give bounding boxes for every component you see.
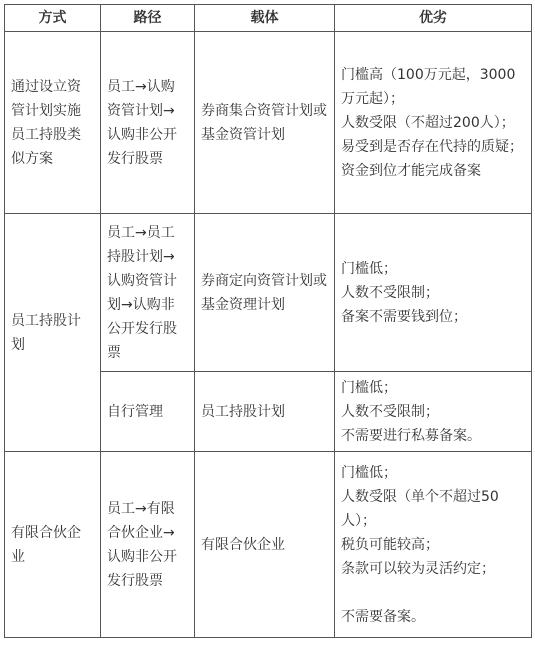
pros-cons-item: 人数受限（单个不超过50人）； xyxy=(341,488,499,529)
pros-cons-item: 人数受限（不超过200人）； xyxy=(341,114,515,131)
pros-cons-item: 税负可能较高； xyxy=(341,536,439,553)
pros-cons-item: 门槛高（100万元起，3000万元起）； xyxy=(341,66,516,107)
pros-cons-item: 资金到位才能完成备案 xyxy=(341,162,481,179)
carrier-cell: 券商集合资管计划或基金资管计划 xyxy=(195,32,335,214)
path-cell: 员工→有限合伙企业→认购非公开发行股票 xyxy=(101,452,195,638)
carrier-cell: 有限合伙企业 xyxy=(195,452,335,638)
pros-cons-cell xyxy=(335,452,532,638)
carrier-cell: 券商定向资管计划或基金资理计划 xyxy=(195,214,335,372)
method-cell: 有限合伙企业 xyxy=(5,452,101,638)
header-method: 方式 xyxy=(5,5,101,32)
pros-cons-item: 条款可以较为灵活约定； xyxy=(341,560,495,577)
pros-cons-item: 人数不受限制； xyxy=(341,403,439,420)
comparison-table xyxy=(4,4,532,638)
table-row xyxy=(5,452,532,638)
header-row xyxy=(5,5,532,32)
pros-cons-item: 门槛低； xyxy=(341,379,397,396)
carrier-cell: 员工持股计划 xyxy=(195,372,335,452)
pros-cons-cell xyxy=(335,372,532,452)
header-carrier: 载体 xyxy=(195,5,335,32)
pros-cons-item: 门槛低； xyxy=(341,260,397,277)
path-cell: 员工→认购资管计划→认购非公开发行股票 xyxy=(101,32,195,214)
table-row xyxy=(5,214,532,372)
method-cell: 通过设立资管计划实施员工持股类似方案 xyxy=(5,32,101,214)
pros-cons-item: 备案不需要钱到位； xyxy=(341,308,467,325)
blank-line xyxy=(341,581,525,605)
path-cell: 员工→员工持股计划→认购资管计划→认购非公开发行股票 xyxy=(101,214,195,372)
header-pros-cons: 优劣 xyxy=(335,5,532,32)
method-cell: 员工持股计划 xyxy=(5,214,101,452)
pros-cons-item: 人数不受限制； xyxy=(341,284,439,301)
header-path: 路径 xyxy=(101,5,195,32)
path-cell: 自行管理 xyxy=(101,372,195,452)
pros-cons-cell xyxy=(335,32,532,214)
table-row xyxy=(5,32,532,214)
pros-cons-item: 不需要进行私募备案。 xyxy=(341,427,481,444)
pros-cons-item: 易受到是否存在代持的质疑； xyxy=(341,138,523,155)
pros-cons-item: 不需要备案。 xyxy=(341,608,425,625)
pros-cons-item: 门槛低； xyxy=(341,464,397,481)
pros-cons-cell xyxy=(335,214,532,372)
